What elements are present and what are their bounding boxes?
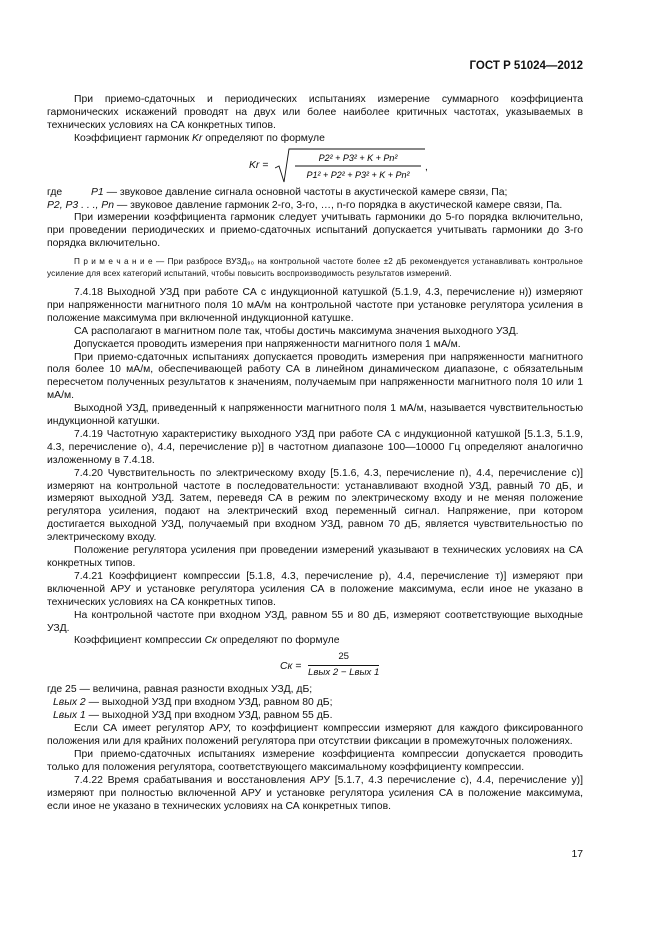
definition-row: где 25 — величина, равная разности входных УЗД, дБ; [47, 684, 313, 696]
symbol-p1: P1 [91, 186, 104, 198]
symbol-kr: Kr [191, 132, 203, 144]
formula-lhs: Cк = [280, 661, 302, 673]
symbol-ck: Cк [204, 635, 218, 647]
paragraph: Если СА имеет регулятор АРУ, то коэффициент компрессии измеряют для каждого фиксированного положения или для крайних положений регулятора при отсутствии фиксации в промежуточных положениях. [47, 723, 583, 747]
paragraph: На контрольной частоте при входном УЗД, равном 55 и 80 дБ, измеряют соответствующие выходные УЗД. [47, 609, 583, 634]
formula-lhs: Kr = [249, 159, 269, 171]
paragraph: СА располагают в магнитном поле так, чтобы достичь максимума значения выходного УЗД. [74, 325, 519, 337]
paragraph: 7.4.21 Коэффициент компрессии [5.1.8, 4.3, перечисление р), 4.4, перечисление т)] измеряют при включенной АРУ и установке регулятора усиления СА в положение максимума, если иное не указано в технических условиях на СА конкретных типов. [47, 570, 583, 608]
definition-row: где P1 — звуковое давление сигнала основной частоты в акустической камере связи, Па; [47, 186, 508, 198]
paragraph: При измерении коэффициента гармоник следует учитывать гармоники до 5-го порядка включительно, при проведении периодических и приемо-сдаточных испытаний допускается учитывать гармоники до 3-го порядка включительно. [47, 212, 583, 250]
paragraph: 7.4.19 Частотную характеристику выходного УЗД при работе СА с индукционной катушкой [5.1.3, 5.1.9, 4.3, перечисление о), 4.4, перечисление р)] в частотном диапазоне 100—10000 Гц определяют аналогично изложенному в 7.4.18. [47, 428, 583, 466]
paragraph: При приемо-сдаточных испытаниях допускается проводить измерения при напряженности магнитного поля более 10 мА/м, обеспечивающей работу СА в линейном динамическом диапазоне, с обязательным пересчетом полученных результатов к значениям, получаемым при напряженности магнитного поля 10 или 1 мА/м. [47, 351, 583, 402]
paragraph: 7.4.18 Выходной УЗД при работе СА с индукционной катушкой (5.1.9, 4.3, перечисление н)) измеряют при напряженности магнитного поля 10 мА/м на контрольной частоте при установке регулятора усиления в положение максимума при включенной индукционной катушке. [47, 286, 583, 324]
radical-sign [275, 146, 435, 186]
paragraph: Выходной УЗД, приведенный к напряженности магнитного поля 1 мА/м, называется чувствительностью индукционной катушки. [47, 403, 583, 428]
note: П р и м е ч а н и е — При разбросе ВУЗД₉₀ на контрольной частоте более ±2 дБ рекомендуется устанавливать контрольное усиление для всех категорий испытаний, чтобы повысить воспроизводимость результатов измерений. [47, 257, 583, 278]
formula-numerator: P2² + P3² + K + Pn² [318, 152, 398, 163]
svg-text:,: , [425, 161, 428, 173]
definition-row: Lвых 1 — выходной УЗД при входном УЗД, равном 55 дБ. [47, 710, 583, 723]
compression-formula [47, 648, 583, 684]
paragraph: Допускается проводить измерения при напряженности магнитного поля 1 мА/м. [74, 338, 461, 350]
paragraph: При приемо-сдаточных и периодических испытаниях измерение суммарного коэффициента гармонических искажений проводят на двух или более наиболее критичных частотах, указываемых в технических условиях на СА конкретных типов. [47, 94, 583, 131]
paragraph: При приемо-сдаточных испытаниях измерение коэффициента компрессии допускается проводить только для положения регулятора, соответствующего максимальному коэффициенту компрессии. [47, 748, 583, 773]
formula-denominator: Lвых 2 − Lвых 1 [308, 667, 380, 679]
document-header: ГОСТ Р 51024—2012 [469, 60, 583, 72]
definitions-list [47, 187, 583, 213]
paragraph: Положение регулятора усиления при проведении измерений указывают в технических условиях на СА конкретных типов. [47, 545, 583, 569]
paragraph: 7.4.22 Время срабатывания и восстановления АРУ [5.1.7, 4.3 перечисление с), 4.4, перечисление у)] измеряют при полностью включенной АРУ и установке регулятора усиления СА в положение максимума, если иное не указано в технических условиях на СА конкретных типов. [47, 774, 583, 812]
formula-denominator: P1² + P2² + P3² + K + Pn² [306, 169, 410, 180]
formula-numerator: 25 [338, 651, 349, 663]
page-body [47, 94, 583, 813]
definition-row: Lвых 2 — выходной УЗД при входном УЗД, равном 80 дБ; [47, 697, 583, 710]
paragraph-formula-intro: Коэффициент компрессии Cк определяют по формуле [74, 635, 340, 647]
symbol-l2: Lвых 2 [53, 697, 86, 709]
formula-fraction [308, 651, 379, 680]
harmonic-formula [47, 146, 583, 187]
definitions-list [47, 684, 583, 723]
page-number: 17 [571, 849, 583, 860]
symbol-pn: P2, P3 . . ., Pn [47, 199, 114, 211]
paragraph-formula-intro: Коэффициент гармоник Kr определяют по формуле [74, 132, 325, 144]
paragraph: 7.4.20 Чувствительность по электрическому входу [5.1.6, 4.3, перечисление п), 4.4, перечисление с)] измеряют на контрольной частоте в последовательности: устанавливают входной УЗД, равный 70 дБ, и измеряют выходной УЗД. Затем, переведя СА в режим по электрическому входу и не меняя положение регулятора усиления, подают на электрический вход переменный сигнал. Напряжение, при котором достигается выходной УЗД, получаемый при входном УЗД, равном 70 дБ, является чувствительностью по электрическому входу. [47, 467, 583, 544]
symbol-l1: Lвых 1 [53, 710, 86, 722]
definition-row: P2, P3 . . ., Pn — звуковое давление гармоник 2-го, 3-го, …, n-го порядка в акустической камере связи, Па. [47, 199, 563, 211]
